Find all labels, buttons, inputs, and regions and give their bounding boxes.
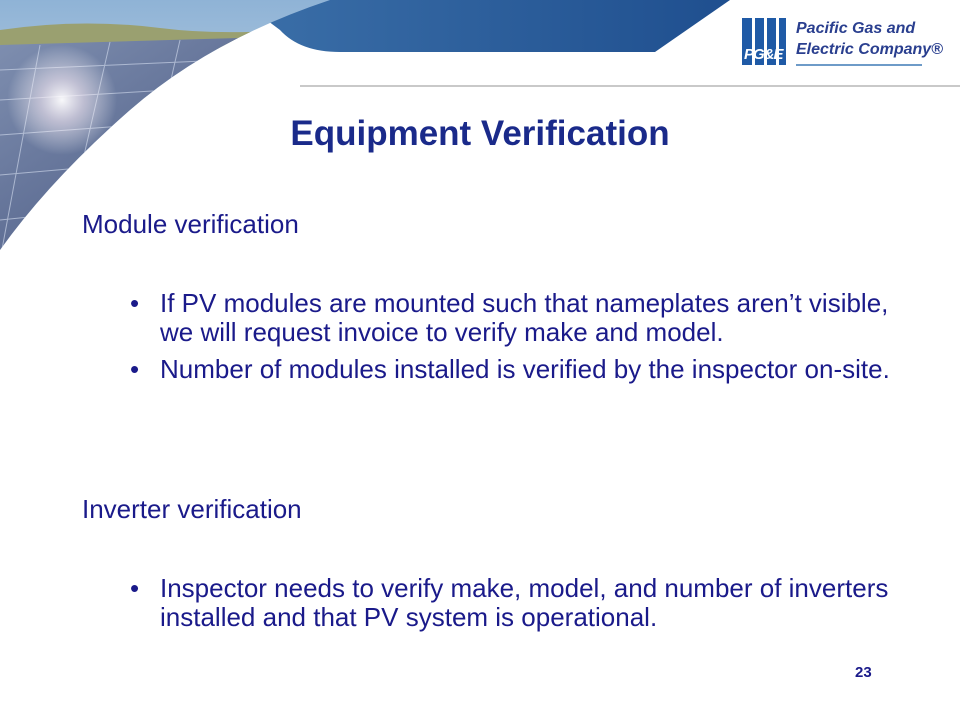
list-item	[130, 289, 890, 347]
slide-title: Equipment Verification	[290, 114, 670, 153]
section-heading-module-verification: Module verification	[82, 209, 299, 239]
company-name-line2: Electric Company®	[796, 41, 943, 58]
bullet-icon: •	[130, 288, 140, 318]
bullet-text: If PV modules are mounted such that nameplates aren’t visible, we will request invoice to verify make and model.	[160, 288, 889, 347]
banner-band	[240, 0, 730, 52]
section-heading-inverter-verification: Inverter verification	[82, 494, 302, 524]
bullet-text: Inspector needs to verify make, model, and number of inverters installed and that PV system is operational.	[160, 573, 889, 632]
pge-logo-mark	[742, 18, 786, 65]
list-item	[130, 355, 890, 384]
pge-logo	[742, 18, 942, 70]
list-item	[130, 574, 890, 632]
logo-rule	[796, 64, 922, 66]
bullet-text: Number of modules installed is verified by the inspector on-site.	[160, 354, 890, 384]
company-name	[796, 18, 943, 60]
bullet-icon: •	[130, 573, 140, 603]
module-verification-list	[130, 289, 890, 392]
inverter-verification-list	[130, 574, 890, 640]
logo-initials: PG&E	[744, 46, 783, 63]
page-number: 23	[855, 664, 872, 681]
bullet-icon: •	[130, 354, 140, 384]
company-name-line1: Pacific Gas and	[796, 20, 916, 37]
